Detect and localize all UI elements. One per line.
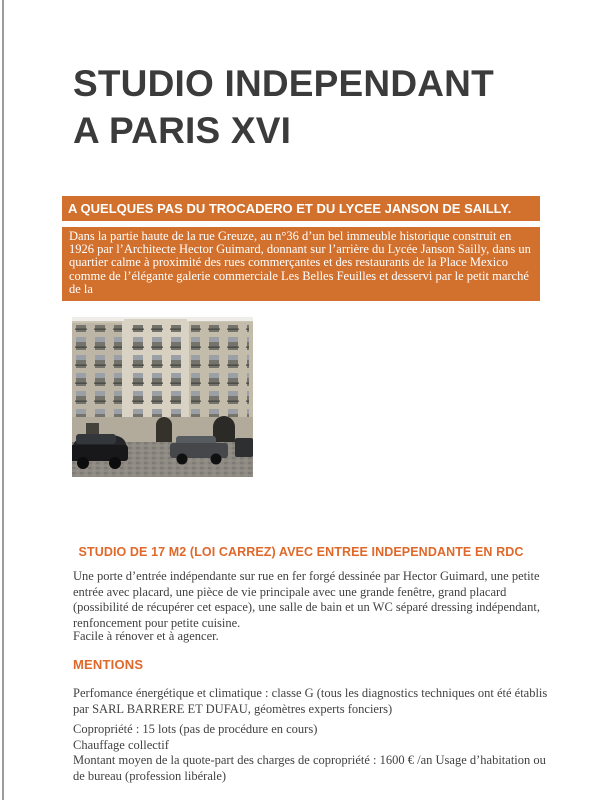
subtitle-banner: A QUELQUES PAS DU TROCADERO ET DU LYCEE JANSON DE SAILLY. (62, 196, 540, 221)
intro-paragraph: Dans la partie haute de la rue Greuze, au n°36 d’un bel immeuble historique construit en 1926 par l’Architecte Hector Guimard, donnant sur l’arrière du Lycée Janson Sailly, dans un quartier calme à proximité des rues commerçantes et des restaurants de la Place Mexico comme de l’élégante galerie commerciale Les Belles Feuilles et desservi par le petit marché de la (62, 227, 540, 301)
page-left-border (2, 0, 4, 800)
heating-line: Chauffage collectif (73, 737, 169, 752)
page-title-line1: STUDIO INDEPENDANT (73, 63, 494, 104)
car-far-right (235, 438, 253, 457)
copro-lots-line: Copropriété : 15 lots (pas de procédure en cours) (73, 722, 318, 736)
building-facade-illustration (72, 317, 253, 477)
mentions-heading: MENTIONS (73, 657, 144, 672)
charges-line: Montant moyen de la quote-part des charges de copropriété : 1600 € /an Usage d’habitation ou de bureau (profession libérale) (73, 753, 546, 783)
description-paragraph: Une porte d’entrée indépendante sur rue en fer forgé dessinée par Hector Guimard, une petite entrée avec placard, une pièce de vie principale avec une grande fenêtre, grand placard (possibilité de récupérer cet espace), une salle de bain et un WC séparé dressing indépendant, renfoncement pour petite cuisine. (73, 569, 540, 630)
building-photo (72, 317, 253, 477)
energy-performance-paragraph: Perfomance énergétique et climatique : classe G (tous les diagnostics techniques ont été établis par SARL BARRERE ET DUFAU, géomètres experts fonciers) (73, 686, 548, 716)
section-heading: STUDIO DE 17 M2 (LOI CARREZ) AVEC ENTREE INDEPENDANTE EN RDC (78, 545, 524, 559)
page-title-line2: A PARIS XVI (73, 110, 292, 151)
page-title (73, 60, 494, 154)
renovation-note: Facile à rénover et à agencer. (73, 629, 219, 643)
copro-block (73, 722, 553, 784)
